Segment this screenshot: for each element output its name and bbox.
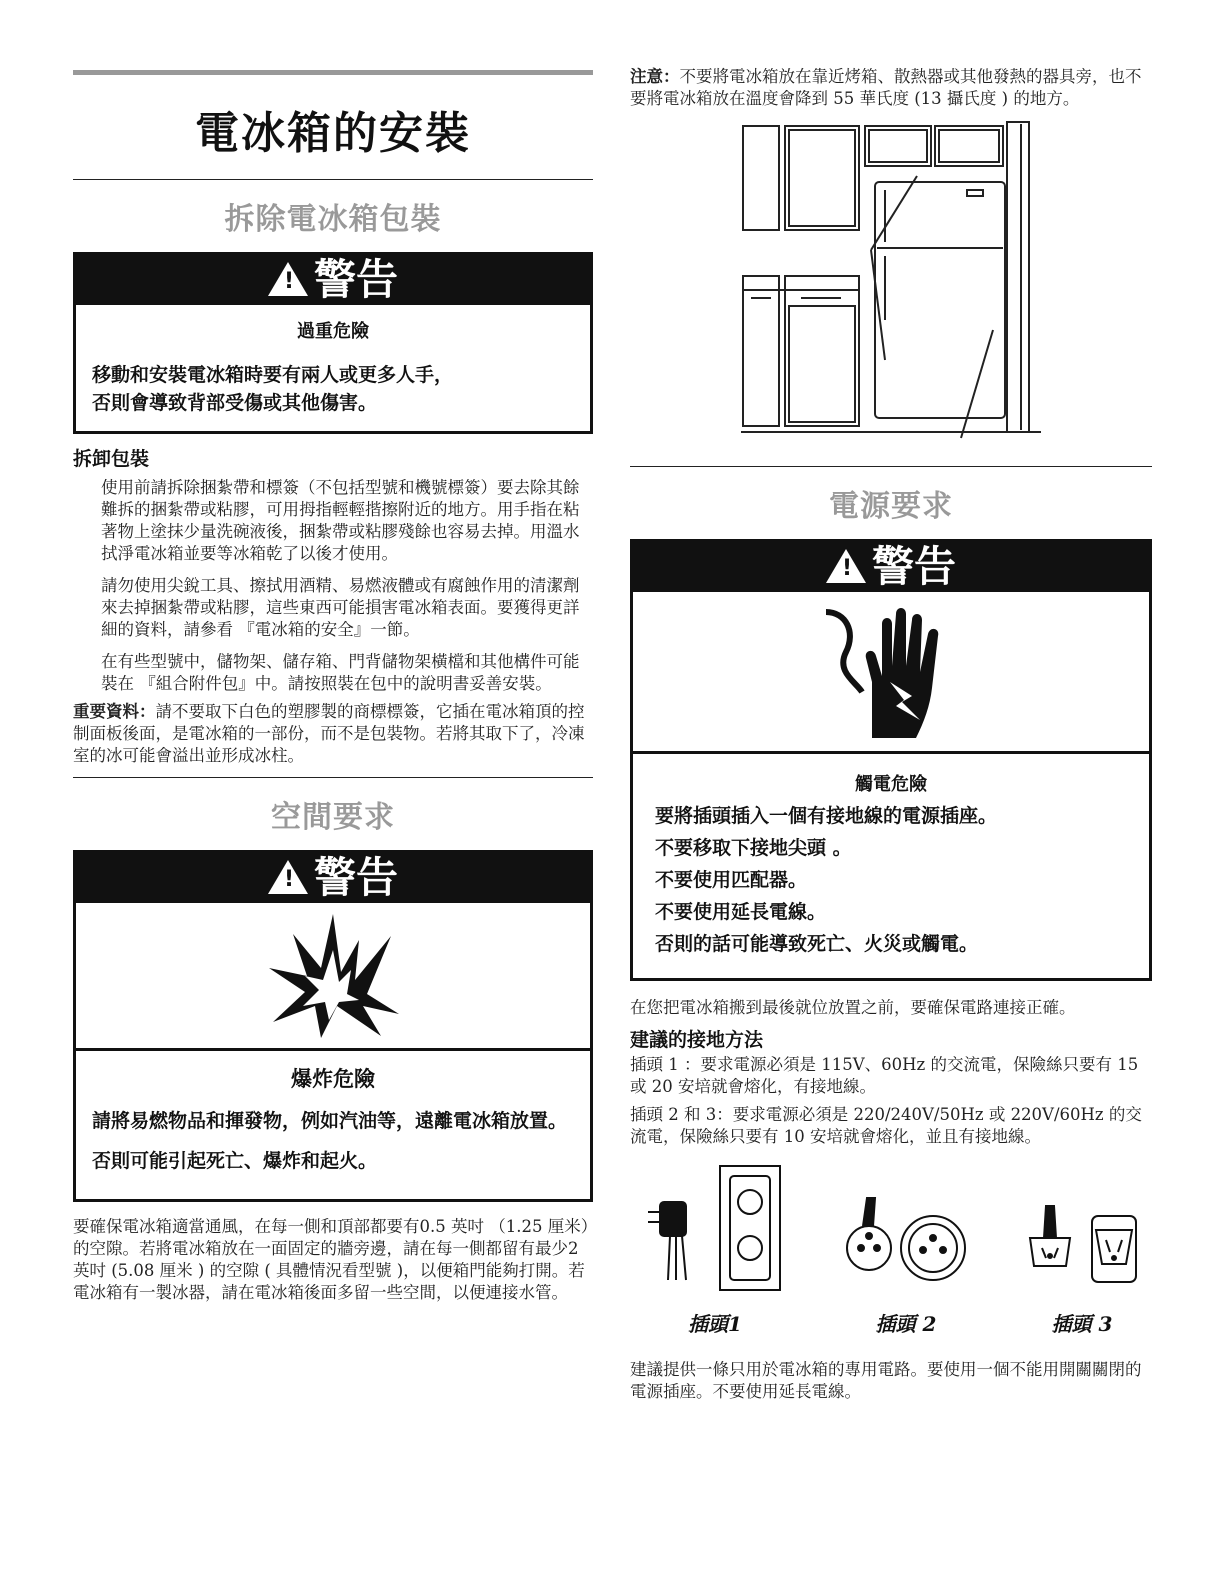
- refrigerator-illustration: [630, 120, 1152, 440]
- note-text: 不要將電冰箱放在靠近烤箱、散熱器或其他發熱的器具旁，也不要將電冰箱放在溫度會降到 55 華氏度 (13 攝氏度 ) 的地方。: [630, 67, 1142, 108]
- warning-header: [633, 542, 1149, 592]
- plug23-text: 插頭 2 和 3：要求電源必須是 220/240V/50Hz 或 220V/60Hz 的交流電，保險絲只要有 10 安培就會熔化，並且有接地線。: [630, 1105, 1142, 1146]
- weight-warning-box: [73, 252, 593, 434]
- plug-2: [841, 1192, 971, 1337]
- warning-line: 否則的話可能導致死亡、火災或觸電。: [655, 933, 979, 955]
- warning-triangle-icon: [268, 860, 308, 894]
- warning-line: 要將插頭插入一個有接地線的電源插座。: [655, 805, 998, 827]
- plug1-text: 插頭 1 ：要求電源必須是 115V、60Hz 的交流電，保險絲只要有 15 或 20 安培就會熔化，有接地線。: [630, 1055, 1139, 1096]
- warning-header-label: 警告: [871, 542, 956, 591]
- plug-3: [1022, 1192, 1142, 1337]
- unpack-title: 拆除電冰箱包裝: [224, 202, 442, 237]
- warning-triangle-icon: [826, 549, 866, 583]
- warning-body: [633, 754, 1149, 978]
- electric-shock-hand-icon: [633, 592, 1149, 754]
- paragraph: 在有些型號中，儲物架、儲存箱、門背儲物架橫檔和其他構件可能裝在 『組合附件包』中。請按照裝在包中的說明書妥善安裝。: [101, 652, 580, 693]
- plug-label: 插頭 3: [1051, 1312, 1113, 1336]
- warning-header: [76, 853, 590, 903]
- warning-triangle-icon: [268, 262, 308, 296]
- important-label: 重要資料：: [73, 702, 156, 721]
- grounding-subhead: 建議的接地方法: [630, 1029, 764, 1051]
- warning-body: [76, 305, 590, 431]
- plug-2-icon: [841, 1192, 971, 1292]
- closing-paragraph: 建議提供一條只用於電冰箱的專用電路。要使用一個不能用開關關閉的電源插座。不要使用延長電線。: [630, 1360, 1142, 1401]
- unpack-subhead: 拆卸包裝: [73, 448, 150, 470]
- warning-body: [76, 1051, 590, 1199]
- warning-line: 否則會導致背部受傷或其他傷害。: [92, 392, 378, 414]
- paragraph: 使用前請拆除捆紮帶和標簽（不包括型號和機號標簽）要去除其餘難拆的捆紮帶或粘膠，可用拇指輕輕揩擦附近的地方。用手指在粘著物上塗抹少量洗碗液後，捆紮帶或粘膠殘餘也容易去掉。用溫水拭淨電冰箱並要等冰箱乾了以後才使用。: [101, 478, 580, 563]
- plug-label: 插頭 2: [875, 1312, 937, 1336]
- warning-line: 不要使用匹配器。: [655, 869, 808, 891]
- important-text: 請不要取下白色的塑膠製的商標標簽，它插在電冰箱頂的控制面板後面，是電冰箱的一部份，而不是包裝物。若將其取下了，冷凍室的冰可能會溢出並形成冰柱。: [73, 702, 585, 765]
- plug-1-icon: [640, 1162, 790, 1292]
- space-title: 空間要求: [271, 800, 395, 835]
- plug-label: 插頭1: [688, 1312, 742, 1336]
- page-title: 電冰箱的安裝: [195, 108, 471, 159]
- plug-1: [640, 1162, 790, 1337]
- warning-header-label: 警告: [313, 255, 398, 304]
- warning-header-label: 警告: [313, 853, 398, 902]
- right-column: [630, 66, 1152, 1403]
- plug-diagrams: [630, 1162, 1152, 1337]
- left-column: [73, 70, 593, 1304]
- power-intro: 在您把電冰箱搬到最後就位放置之前，要確保電路連接正確。: [630, 998, 1076, 1017]
- shock-warning-box: [630, 539, 1152, 981]
- warning-subtitle: 過重危險: [297, 321, 369, 342]
- plug-3-icon: [1022, 1192, 1142, 1292]
- explosion-icon: [76, 903, 590, 1051]
- warning-line: 移動和安裝電冰箱時要有兩人或更多人手，: [92, 364, 454, 386]
- space-paragraph: 要確保電冰箱適當通風，在每一側和頂部都要有0.5 英吋 （1.25 厘米）的空隙。若將電冰箱放在一面固定的牆旁邊，請在每一側都留有最少2 英吋 (5.08 厘米 ) 的空隙 ( 具體情況看型號 )，以便箱門能夠打開。若電冰箱有一製冰器，請在電冰箱後面多留一些空間，以便連接水管。: [73, 1217, 589, 1302]
- warning-line: 否則可能引起死亡、爆炸和起火。: [92, 1150, 378, 1172]
- warning-subtitle: 觸電危險: [855, 774, 927, 795]
- note-paragraph: [630, 66, 1152, 110]
- warning-line: 不要使用延長電線。: [655, 901, 827, 923]
- warning-subtitle: 爆炸危險: [291, 1066, 375, 1091]
- explosion-warning-box: [73, 850, 593, 1202]
- warning-line: 請將易燃物品和揮發物，例如汽油等，遠離電冰箱放置。: [92, 1110, 568, 1132]
- power-title: 電源要求: [829, 489, 953, 524]
- warning-header: [76, 255, 590, 305]
- paragraph: 請勿使用尖銳工具、擦拭用酒精、易燃液體或有腐蝕作用的清潔劑來去掉捆紮帶或粘膠，這些東西可能損害電冰箱表面。要獲得更詳細的資料，請參看 『電冰箱的安全』一節。: [101, 576, 580, 639]
- warning-line: 不要移取下接地尖頭 。: [655, 837, 852, 859]
- note-label: 注意：: [630, 67, 680, 86]
- important-paragraph: [73, 701, 593, 767]
